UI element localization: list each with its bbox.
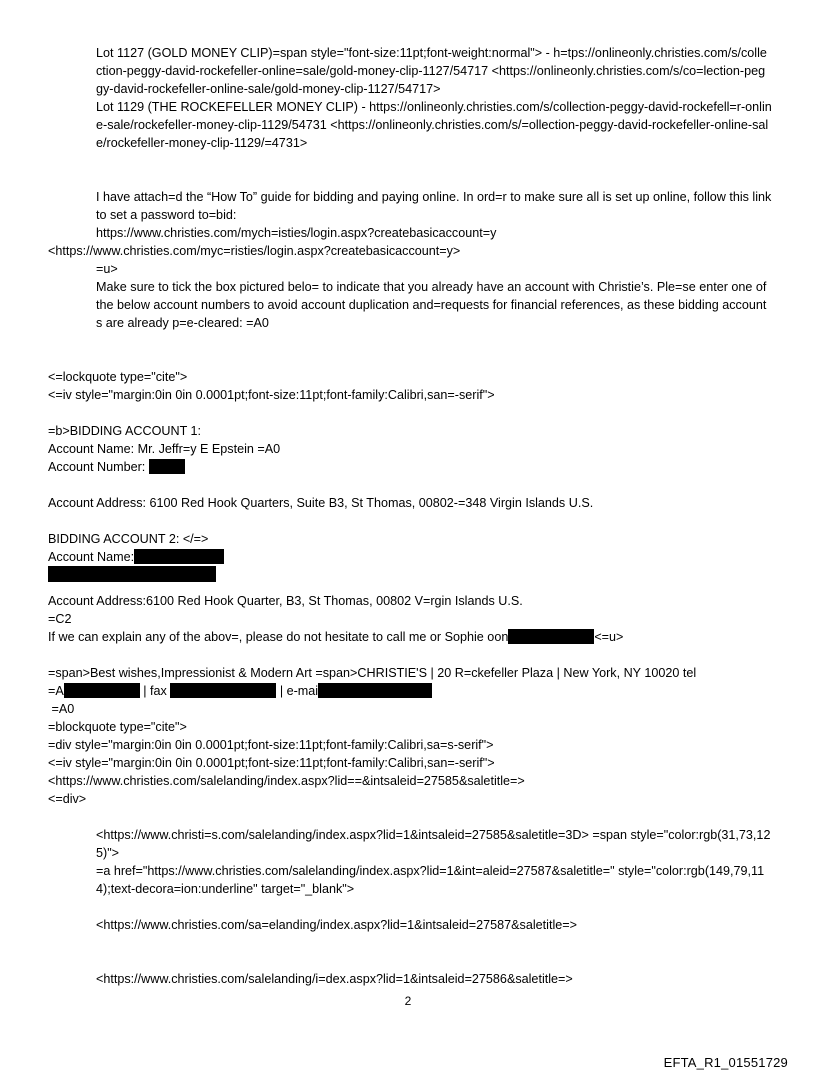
spacer bbox=[48, 332, 772, 368]
account2-heading: BIDDING ACCOUNT 2: </=> bbox=[48, 532, 209, 546]
page-number: 2 bbox=[404, 994, 412, 1008]
contact-line bbox=[48, 628, 772, 646]
redaction-box bbox=[134, 549, 224, 564]
div-open: <=iv style="margin:0in 0in 0.0001pt;font-size:11pt;font-family:Calibri,san=-serif"> bbox=[48, 388, 495, 402]
href-line: =a href="https://www.christies.com/salelanding/index.aspx?lid=1&int=aleid=27587&saletitle=" style="color:rgb(149,79,114);text-decora=ion:underline" target="_blank"> bbox=[96, 864, 765, 896]
lot-1129-line: Lot 1129 (THE ROCKEFELLER MONEY CLIP) - https://onlineonly.christies.com/s/collection-peggy-david-rockefell=r-online-sale/rockefeller-money-clip-1129/54731 <https://onlineonly.christies.com/s/=ollection-peggy-david-rockefeller-online-sale/rockefeller-money-clip-1129/=4731> bbox=[96, 100, 772, 150]
fax-label: | fax bbox=[139, 684, 171, 698]
spacer bbox=[48, 582, 772, 592]
spacer bbox=[48, 512, 772, 530]
signature-line: =span>Best wishes,Impressionist & Modern Art =span>CHRISTIE'S | 20 R=ckefeller Plaza | New York, NY 10020 tel bbox=[48, 666, 697, 680]
lot-1127-line: Lot 1127 (GOLD MONEY CLIP)=span style="font-size:11pt;font-weight:normal"> - h=tps://onlineonly.christies.com/s/collection-peggy-david-rockefeller-online=sale/gold-money-clip-1127/54717 <https://onlineonly.christies.com/s/co=lection-peggy-david-rockefeller-online-sale/gold-money-clip-1127/54717> bbox=[96, 46, 767, 96]
account2-name bbox=[48, 548, 772, 566]
redaction-box bbox=[170, 683, 276, 698]
email-body bbox=[48, 44, 775, 988]
contact-line-end: <=u> bbox=[594, 630, 624, 644]
tick-box-paragraph: Make sure to tick the box pictured belo= to indicate that you already have an account with Christie’s. Ple=se enter one of the below account numbers to avoid account duplication and=requests for financial references, as these bidding accounts are already p=e-cleared: =A0 bbox=[96, 280, 770, 330]
spacer bbox=[48, 152, 772, 188]
email-label: | e-mai bbox=[276, 684, 319, 698]
div-line-1: =div style="margin:0in 0in 0.0001pt;font-size:11pt;font-family:Calibri,sa=s-serif"> bbox=[48, 738, 494, 752]
blockquote-line: =blockquote type="cite"> bbox=[48, 720, 187, 734]
salelanding-url-1: <https://www.christies.com/salelanding/index.aspx?lid==&intsaleid=27585&saletitle=> bbox=[48, 774, 525, 788]
account2-name-label: Account Name: bbox=[48, 550, 135, 564]
account1-number bbox=[48, 458, 772, 476]
link-line: <https://www.christi=s.com/salelanding/index.aspx?lid=1&intsaleid=27585&saletitle=3D> =span style="color:rgb(31,73,125)"> bbox=[96, 828, 771, 860]
document-id: EFTA_R1_01551729 bbox=[663, 1055, 788, 1070]
redaction-box bbox=[318, 683, 432, 698]
spacer bbox=[48, 404, 772, 422]
a0-line: =A0 bbox=[48, 702, 75, 716]
div-line-2: <=iv style="margin:0in 0in 0.0001pt;font-size:11pt;font-family:Calibri,san=-serif"> bbox=[48, 756, 495, 770]
login-url: https://www.christies.com/mych=isties/login.aspx?createbasicaccount=y bbox=[96, 226, 497, 240]
contact-line-text: If we can explain any of the abov=, please do not hesitate to call me or Sophie oon bbox=[48, 630, 509, 644]
spacer bbox=[48, 808, 772, 826]
salelanding-url-3: <https://www.christies.com/salelanding/i=dex.aspx?lid=1&intsaleid=27586&saletitle=> bbox=[96, 972, 573, 986]
c2-line: =C2 bbox=[48, 612, 72, 626]
div-close: <=div> bbox=[48, 792, 87, 806]
account1-heading: =b>BIDDING ACCOUNT 1: bbox=[48, 424, 202, 438]
attach-paragraph: I have attach=d the “How To” guide for bidding and paying online. In ord=r to make sure all is set up online, follow this link to set a password to=bid: bbox=[96, 190, 775, 222]
spacer bbox=[48, 646, 772, 664]
account1-address: Account Address: 6100 Red Hook Quarters, Suite B3, St Thomas, 00802-=348 Virgin Islands U.S. bbox=[48, 496, 594, 510]
account1-name: Account Name: Mr. Jeffr=y E Epstein =A0 bbox=[48, 442, 281, 456]
login-url-alt: <https://www.christies.com/myc=risties/login.aspx?createbasicaccount=y> bbox=[48, 244, 461, 258]
salelanding-url-2: <https://www.christies.com/sa=elanding/index.aspx?lid=1&intsaleid=27587&saletitle=> bbox=[96, 918, 577, 932]
contact-numbers-line bbox=[48, 682, 772, 700]
account1-number-label: Account Number: bbox=[48, 460, 149, 474]
u-tag: =u> bbox=[96, 262, 118, 276]
tel-prefix: =A bbox=[48, 684, 64, 698]
redaction-box bbox=[48, 566, 216, 582]
spacer bbox=[48, 898, 772, 916]
redaction-box bbox=[508, 629, 594, 644]
spacer bbox=[48, 476, 772, 494]
spacer bbox=[48, 934, 772, 970]
blockquote-open: <=lockquote type="cite"> bbox=[48, 370, 188, 384]
redaction-box bbox=[64, 683, 140, 698]
redaction-box bbox=[149, 459, 185, 474]
account2-address: Account Address:6100 Red Hook Quarter, B3, St Thomas, 00802 V=rgin Islands U.S. bbox=[48, 594, 523, 608]
